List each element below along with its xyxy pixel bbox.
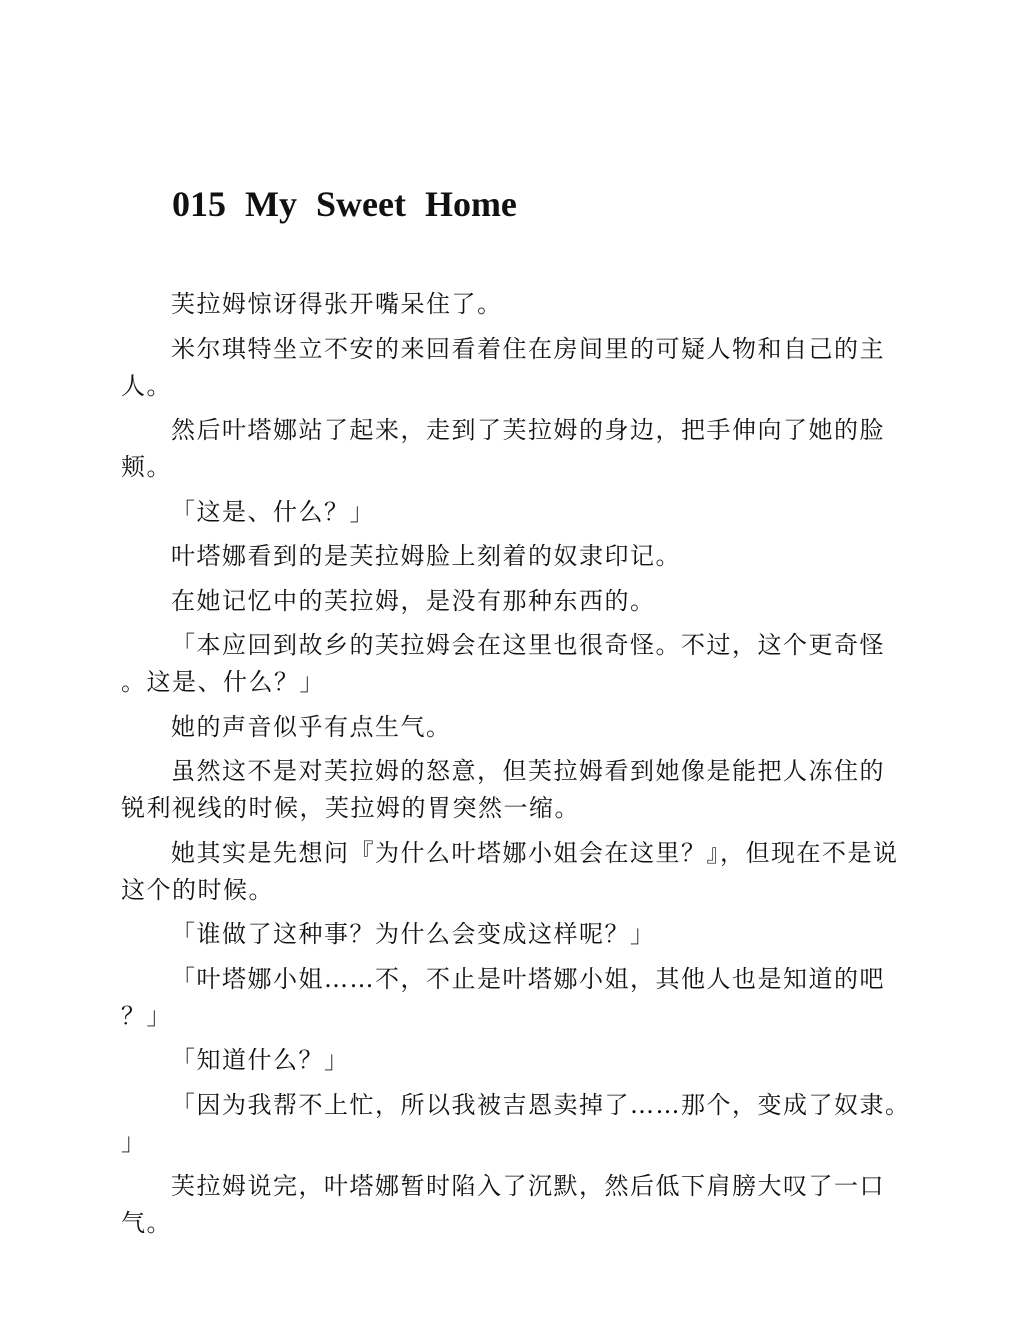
paragraph: 「谁做了这种事？为什么会变成这样呢？」 [171,920,656,948]
paragraph: 芙拉姆惊讶得张开嘴呆住了。 [171,290,503,318]
chapter-title: 015 My Sweet Home [172,184,517,224]
paragraph: 米尔琪特坐立不安的来回看着住在房间里的可疑人物和自己的主人。 [121,334,885,400]
paragraph: 「因为我帮不上忙，所以我被吉恩卖掉了……那个，变成了奴隶。」 [121,1090,899,1156]
paragraph: 「知道什么？」 [171,1046,350,1074]
paragraph: 她其实是先想问『为什么叶塔娜小姐会在这里？』，但现在不是说这个的时候。 [121,838,899,904]
paragraph: 然后叶塔娜站了起来，走到了芙拉姆的身边，把手伸向了她的脸颊。 [121,416,885,481]
paragraph: 「本应回到故乡的芙拉姆会在这里也很奇怪。不过，这个更奇怪。这是、什么？」 [121,631,885,696]
paragraph: 叶塔娜看到的是芙拉姆脸上刻着的奴隶印记。 [171,542,681,570]
paragraph: 虽然这不是对芙拉姆的怒意，但芙拉姆看到她像是能把人冻住的锐利视线的时候，芙拉姆的胃突然一缩。 [121,757,885,822]
paragraph: 芙拉姆说完，叶塔娜暂时陷入了沉默，然后低下肩膀大叹了一口气。 [121,1172,885,1237]
paragraph: 「叶塔娜小姐……不，不止是叶塔娜小姐，其他人也是知道的吧？」 [121,964,885,1030]
paragraph: 在她记忆中的芙拉姆，是没有那种东西的。 [171,586,656,615]
body-text [121,286,901,1250]
paragraph: 「这是、什么？」 [171,497,375,526]
paragraph: 她的声音似乎有点生气。 [171,712,452,741]
